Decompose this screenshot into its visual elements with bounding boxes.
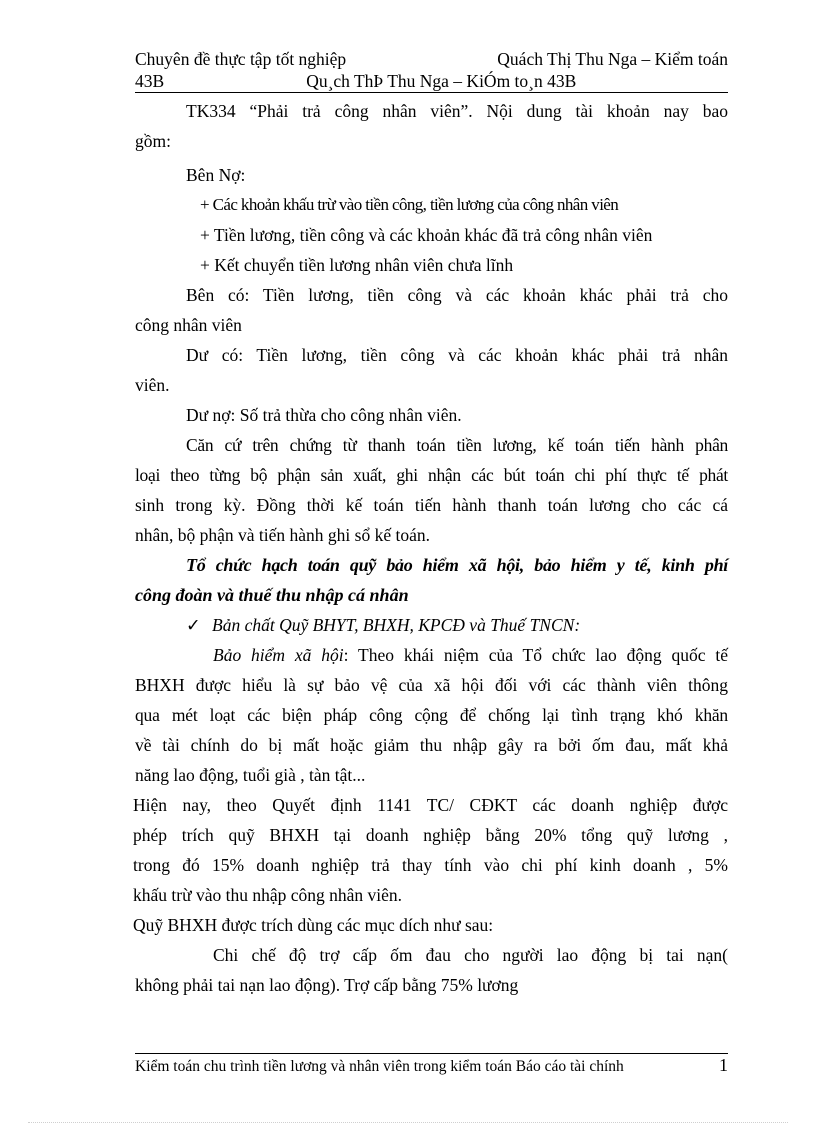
text-line: năng lao động, tuổi già , tàn tật... xyxy=(135,765,366,785)
checklist-item-label: Bản chất Quỹ BHYT, BHXH, KPCĐ và Thuế TNCN: xyxy=(212,615,581,635)
text-line: loại theo từng bộ phận sản xuất, ghi nhận các bút toán chi phí thực tế phát xyxy=(135,465,728,485)
text-line: không phải tai nạn lao động). Trợ cấp bằng 75% lương xyxy=(135,975,519,995)
paragraph-basis xyxy=(135,430,728,550)
header-title: Chuyên đề thực tập tốt nghiệp xyxy=(135,49,347,69)
debit-item: + Tiền lương, tiền công và các khoản khác đã trả công nhân viên xyxy=(200,225,653,245)
text-line: sinh trong kỳ. Đồng thời kế toán tiến hành thanh toán lương cho các cá xyxy=(135,495,728,515)
paragraph-sickness xyxy=(135,940,728,1000)
text-line: nhân, bộ phận và tiến hành ghi sổ kế toán. xyxy=(135,525,431,545)
paragraph-credit-balance xyxy=(135,340,728,400)
heading-line: công đoàn và thuế thu nhập cá nhân xyxy=(135,585,409,605)
paragraph-intro xyxy=(135,96,728,156)
page-header xyxy=(135,48,728,92)
text-line: trong đó 15% doanh nghiệp trả thay tính vào chi phí kinh doanh , 5% xyxy=(133,855,728,875)
text-line xyxy=(135,640,728,670)
text-line: BHXH được hiểu là sự bảo vệ của xã hội đối với các thành viên thông xyxy=(135,675,728,695)
text-line: Căn cứ trên chứng từ thanh toán tiền lương, kế toán tiến hành phân xyxy=(186,435,728,455)
header-class: 43B xyxy=(135,71,165,91)
text-line: công nhân viên xyxy=(135,315,242,335)
term-definition: : Theo khái niệm của Tổ chức lao động quốc tế xyxy=(343,645,729,665)
checklist-item xyxy=(135,610,728,640)
text-line: về tài chính do bị mất hoặc giảm thu nhập gây ra bởi ốm đau, mất khả xyxy=(135,735,728,755)
paragraph-debit-balance: Dư nợ: Số trả thừa cho công nhân viên. xyxy=(186,405,462,425)
page-number: 1 xyxy=(719,1055,728,1075)
heading-line: Tổ chức hạch toán quỹ bảo hiểm xã hội, bảo hiểm y tế, kinh phí xyxy=(186,555,728,575)
text-line: Bên có: Tiền lương, tiền công và các khoản khác phải trả cho xyxy=(186,285,728,305)
document-body xyxy=(135,96,728,1000)
page-footer xyxy=(135,1055,728,1076)
header-garbled-author: Qu¸ch ThÞ Thu Nga – KiÓm to¸n 43B xyxy=(306,71,577,91)
paragraph-bhxh xyxy=(135,640,728,790)
paragraph-usage: Quỹ BHXH được trích dùng các mục dích như sau: xyxy=(133,915,494,935)
debit-item: + Các khoản khấu trừ vào tiền công, tiền lương của công nhân viên xyxy=(200,195,619,214)
footer-rule xyxy=(135,1053,728,1054)
text-line: gồm: xyxy=(135,131,171,151)
paragraph-credit xyxy=(135,280,728,340)
section-heading xyxy=(135,550,728,610)
paragraph-decision xyxy=(133,790,728,910)
text-line: qua mét loạt các biện pháp công cộng để chống lại tình trạng khó khăn xyxy=(135,705,728,725)
debit-item: + Kết chuyển tiền lương nhân viên chưa lĩnh xyxy=(200,255,514,275)
text-line: viên. xyxy=(135,375,170,395)
text-line: phép trích quỹ BHXH tại doanh nghiệp bằng 20% tổng quỹ lương , xyxy=(133,825,728,845)
checkmark-icon: ✓ xyxy=(186,615,201,635)
text-line: TK334 “Phải trả công nhân viên”. Nội dung tài khoản nay bao xyxy=(186,101,728,121)
text-line: khấu trừ vào thu nhập công nhân viên. xyxy=(133,885,403,905)
text-line: Dư có: Tiền lương, tiền công và các khoản khác phải trả nhân xyxy=(186,345,728,365)
header-rule xyxy=(135,92,728,93)
debit-label: Bên Nợ: xyxy=(186,165,246,185)
text-line: Chi chế độ trợ cấp ốm đau cho người lao động bị tai nạn( xyxy=(213,945,728,965)
term-bhxh: Bảo hiểm xã hội xyxy=(213,645,344,665)
text-line: Hiện nay, theo Quyết định 1141 TC/ CĐKT các doanh nghiệp được xyxy=(133,795,728,815)
footer-text: Kiểm toán chu trình tiền lương và nhân viên trong kiểm toán Báo cáo tài chính xyxy=(135,1058,624,1075)
header-author: Quách Thị Thu Nga – Kiểm toán xyxy=(497,49,728,69)
